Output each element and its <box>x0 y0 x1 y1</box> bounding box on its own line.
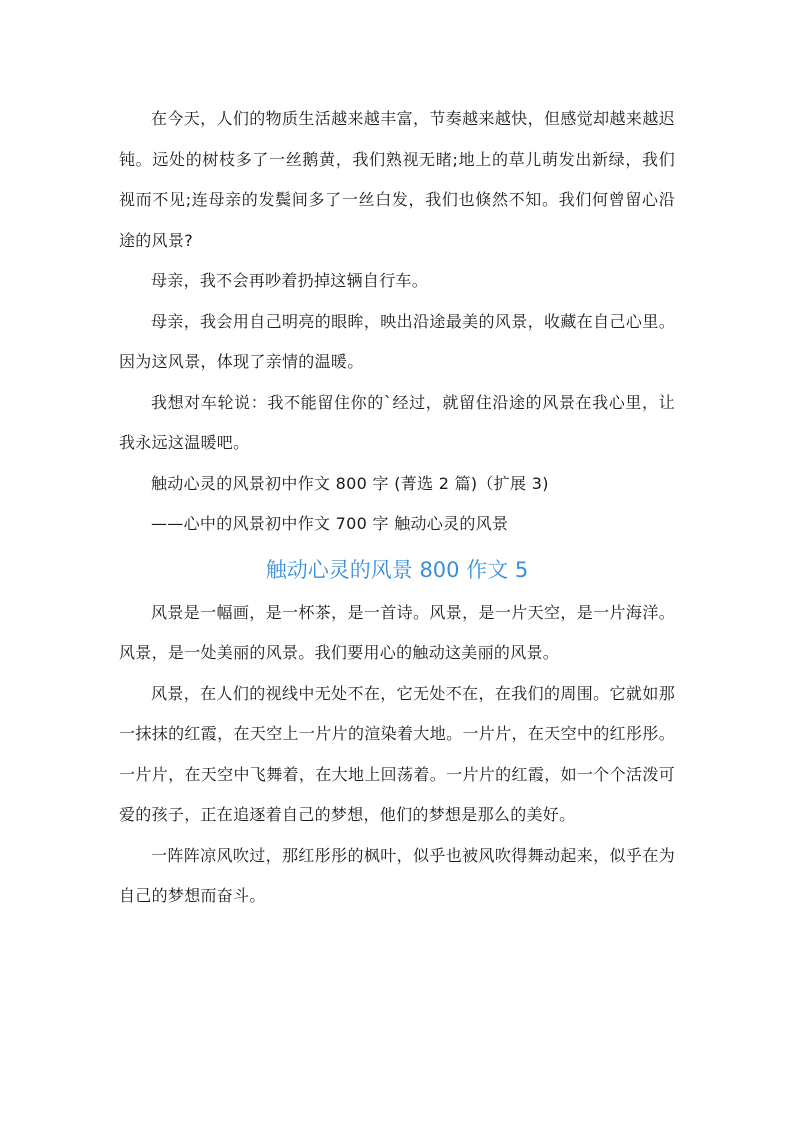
paragraph-subtitle-line: ——心中的风景初中作文 700 字 触动心灵的风景 <box>151 514 509 533</box>
paragraph-red-clouds: 风景，在人们的视线中无处不在，它无处不在，在我们的周围。它就如那一抹抹的红霞，在天空上一片片的渲染着大地。一片片，在天空中的红彤彤。一片片，在天空中飞舞着，在大地上回荡着。一片片的红霞，如一个个活泼可爱的孩子，正在追逐着自己的梦想，他们的梦想是那么的美好。 <box>119 683 675 824</box>
paragraph-today-senses: 在今天，人们的物质生活越来越丰富，节奏越来越快，但感觉却越来越迟钝。远处的树枝多了一丝鹅黄，我们熟视无睹;地上的草儿萌发出新绿，我们视而不见;连母亲的发鬓间多了一丝白发，我们也倏然不知。我们何曾留心沿途的风景? <box>119 109 675 250</box>
document-page <box>119 99 675 917</box>
paragraph-mother-bicycle: 母亲，我不会再吵着扔掉这辆自行车。 <box>151 271 429 290</box>
paragraph-scenery-painting: 风景是一幅画，是一杯茶，是一首诗。风景，是一片天空，是一片海洋。风景，是一处美丽的风景。我们要用心的触动这美丽的风景。 <box>119 602 675 662</box>
paragraph-wheel: 我想对车轮说：我不能留住你的`经过，就留住沿途的风景在我心里，让我永远这温暖吧。 <box>119 392 675 452</box>
paragraph-mother-eyes: 母亲，我会用自己明亮的眼眸，映出沿途最美的风景，收藏在自己心里。因为这风景，体现了亲情的温暖。 <box>119 311 675 371</box>
paragraph-title-line: 触动心灵的风景初中作文 800 字 (菁选 2 篇)（扩展 3) <box>151 473 549 493</box>
paragraph-cool-wind: 一阵阵凉风吹过，那红彤彤的枫叶，似乎也被风吹得舞动起来，似乎在为自己的梦想而奋斗。 <box>119 845 675 905</box>
section-heading: 触动心灵的风景 800 作文 5 <box>265 557 529 582</box>
